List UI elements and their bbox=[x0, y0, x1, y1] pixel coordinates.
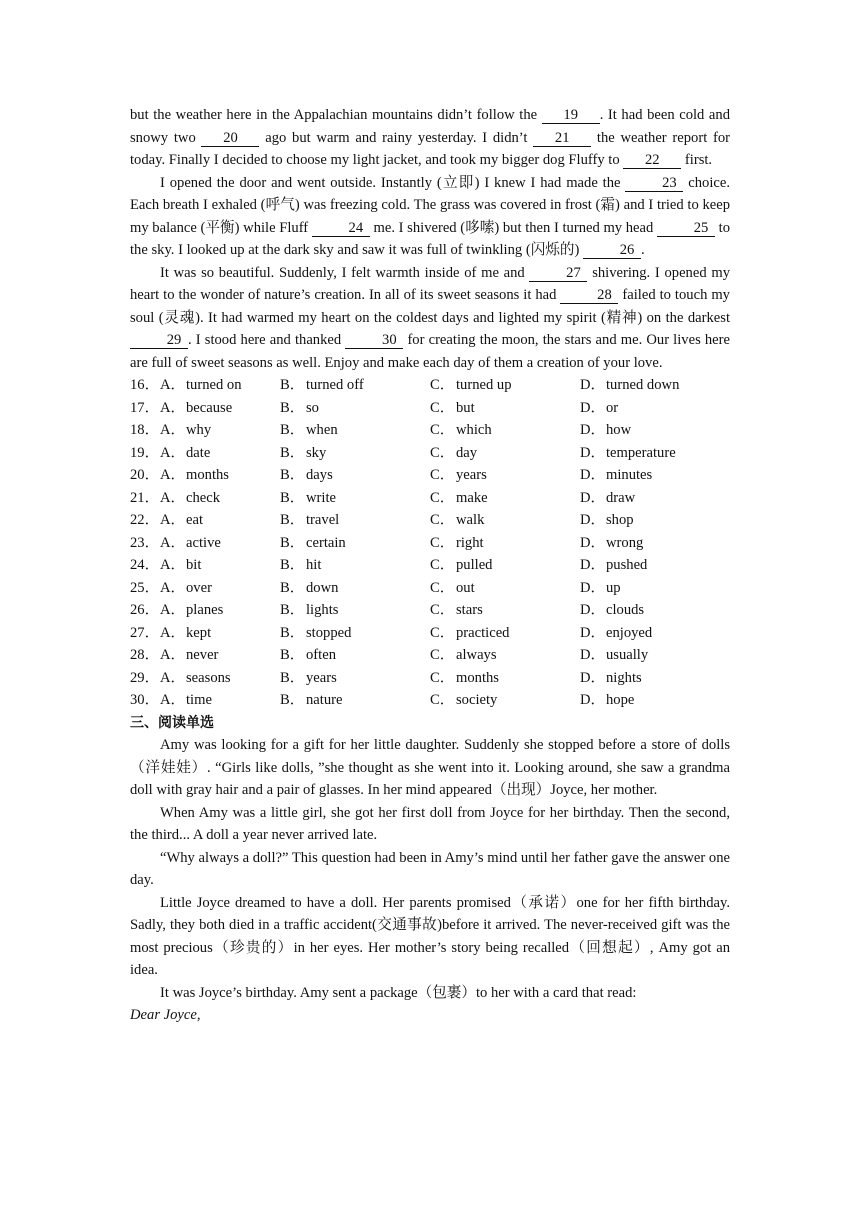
option-a bbox=[160, 599, 280, 622]
reading-passage bbox=[130, 734, 730, 1004]
option-letter: D． bbox=[580, 602, 606, 618]
option-text: pulled bbox=[456, 557, 493, 573]
option-text: practiced bbox=[456, 624, 510, 641]
option-text: down bbox=[306, 579, 339, 596]
option-text: years bbox=[456, 467, 487, 483]
option-c bbox=[430, 667, 580, 690]
option-text: months bbox=[456, 669, 499, 686]
option-text: day bbox=[456, 444, 478, 461]
option-text: nights bbox=[606, 669, 642, 686]
option-text: stopped bbox=[306, 624, 352, 641]
option-text: which bbox=[456, 422, 492, 438]
option-letter: D． bbox=[580, 692, 606, 708]
question-number: 24． bbox=[130, 557, 160, 573]
option-c bbox=[430, 689, 580, 712]
option-letter: B． bbox=[280, 399, 305, 416]
option-c bbox=[430, 374, 580, 397]
option-d bbox=[580, 487, 730, 510]
option-text: always bbox=[456, 647, 497, 663]
option-b bbox=[280, 509, 430, 532]
passage-text: It was so beautiful. Suddenly, I felt warmth inside of me and bbox=[160, 264, 530, 281]
option-text: nature bbox=[306, 692, 343, 708]
option-text: when bbox=[306, 422, 338, 438]
option-b bbox=[280, 622, 430, 645]
answer-blank: 24 bbox=[312, 220, 370, 237]
question-row bbox=[130, 644, 730, 667]
answer-blank: 28 bbox=[560, 287, 618, 304]
option-a bbox=[160, 397, 280, 420]
option-text: because bbox=[186, 399, 233, 416]
passage-text: shivering. I opened my heart to the wonder of nature’s creation. In all of its sweet seasons it had bbox=[130, 264, 730, 303]
answer-blank: 29 bbox=[130, 332, 188, 349]
option-letter: A． bbox=[160, 534, 186, 551]
option-c bbox=[430, 599, 580, 622]
option-text: make bbox=[456, 489, 488, 506]
option-letter: A． bbox=[160, 692, 186, 708]
option-c bbox=[430, 577, 580, 600]
question-number: 27． bbox=[130, 624, 160, 641]
option-a bbox=[160, 419, 280, 442]
option-text: society bbox=[456, 692, 498, 708]
passage-text: but the weather here in the Appalachian mountains didn’t follow the bbox=[130, 107, 542, 123]
option-text: pushed bbox=[606, 557, 648, 573]
option-letter: A． bbox=[160, 647, 186, 663]
option-letter: C． bbox=[430, 602, 455, 618]
option-text: months bbox=[186, 467, 229, 483]
option-text: turned up bbox=[456, 377, 512, 393]
option-text: lights bbox=[306, 602, 339, 618]
option-letter: C． bbox=[430, 624, 455, 641]
reading-paragraph: Amy was looking for a gift for her little daughter. Suddenly she stopped before a store of dolls（洋娃娃）. “Girls like dolls, ”she thought as she went into it. Looking around, she saw a grandma doll with gray hair and a pair of glasses. In her mind appeared（出现）Joyce, her mother. bbox=[130, 737, 730, 798]
option-letter: D． bbox=[580, 669, 606, 686]
question-row bbox=[130, 374, 730, 397]
reading-paragraph: When Amy was a little girl, she got her first doll from Joyce for her birthday. Then the second, the third... A doll a year never arrived late. bbox=[130, 804, 730, 843]
option-text: write bbox=[306, 489, 336, 506]
answer-blank: 21 bbox=[533, 130, 591, 147]
question-number: 17． bbox=[130, 399, 160, 416]
answer-blank: 19 bbox=[542, 107, 600, 124]
option-text: time bbox=[186, 692, 212, 708]
option-c bbox=[430, 464, 580, 487]
option-letter: D． bbox=[580, 399, 606, 416]
option-letter: C． bbox=[430, 422, 455, 438]
option-letter: D． bbox=[580, 557, 606, 573]
answer-blank: 20 bbox=[201, 130, 259, 147]
option-text: kept bbox=[186, 624, 212, 641]
passage-text: choice. Each breath I exhaled (呼气) was freezing cold. The grass was covered in frost (霜) and I tried to keep my balance (平衡) while Fluff bbox=[130, 174, 730, 236]
option-d bbox=[580, 374, 730, 397]
question-number: 25． bbox=[130, 579, 160, 596]
option-c bbox=[430, 442, 580, 465]
reading-paragraph: “Why always a doll?” This question had been in Amy’s mind until her father gave the answer one day. bbox=[130, 849, 730, 888]
option-text: active bbox=[186, 534, 221, 551]
option-letter: A． bbox=[160, 579, 186, 596]
question-row bbox=[130, 667, 730, 690]
option-letter: D． bbox=[580, 444, 606, 461]
option-letter: D． bbox=[580, 377, 606, 393]
question-number: 19． bbox=[130, 444, 160, 461]
option-letter: B． bbox=[280, 579, 305, 596]
option-text: why bbox=[186, 422, 212, 438]
question-row bbox=[130, 487, 730, 510]
option-b bbox=[280, 599, 430, 622]
option-a bbox=[160, 644, 280, 667]
option-letter: B． bbox=[280, 489, 305, 506]
option-letter: C． bbox=[430, 444, 455, 461]
option-a bbox=[160, 532, 280, 555]
answer-blank: 25 bbox=[657, 220, 715, 237]
option-b bbox=[280, 554, 430, 577]
option-b bbox=[280, 689, 430, 712]
option-d bbox=[580, 599, 730, 622]
option-b bbox=[280, 644, 430, 667]
option-d bbox=[580, 622, 730, 645]
question-row bbox=[130, 577, 730, 600]
passage-text: . It had been cold and snowy two bbox=[130, 107, 731, 146]
option-text: hit bbox=[306, 557, 322, 573]
option-text: days bbox=[306, 467, 333, 483]
option-letter: A． bbox=[160, 422, 186, 438]
option-a bbox=[160, 442, 280, 465]
option-b bbox=[280, 374, 430, 397]
passage-paragraph-3 bbox=[130, 262, 730, 375]
question-number: 18． bbox=[130, 422, 160, 438]
option-letter: C． bbox=[430, 647, 455, 663]
option-a bbox=[160, 667, 280, 690]
option-d bbox=[580, 667, 730, 690]
option-b bbox=[280, 464, 430, 487]
question-number: 20． bbox=[130, 467, 160, 483]
passage-text: failed to touch my soul (灵魂). It had warmed my heart on the coldest days and lighted my spirit (精神) on the darkest bbox=[130, 287, 730, 326]
option-b bbox=[280, 532, 430, 555]
passage-text: me. I shivered (哆嗦) but then I turned my head bbox=[369, 219, 657, 236]
option-text: usually bbox=[606, 647, 649, 663]
question-row bbox=[130, 464, 730, 487]
option-letter: A． bbox=[160, 624, 186, 641]
option-b bbox=[280, 487, 430, 510]
question-row bbox=[130, 397, 730, 420]
option-text: temperature bbox=[606, 444, 676, 461]
question-number: 30． bbox=[130, 692, 160, 708]
option-text: planes bbox=[186, 602, 224, 618]
option-letter: A． bbox=[160, 489, 186, 506]
passage-text: the weather report for today. Finally I decided to choose my light jacket, and took my bigger dog Fluffy to bbox=[130, 129, 731, 168]
option-text: hope bbox=[606, 692, 635, 708]
option-text: or bbox=[606, 399, 619, 416]
option-letter: B． bbox=[280, 422, 305, 438]
section-title: 三、阅读单选 bbox=[130, 714, 214, 731]
option-letter: A． bbox=[160, 467, 186, 483]
option-c bbox=[430, 419, 580, 442]
option-c bbox=[430, 397, 580, 420]
option-text: bit bbox=[186, 557, 202, 573]
option-letter: A． bbox=[160, 444, 186, 461]
question-row bbox=[130, 622, 730, 645]
option-a bbox=[160, 554, 280, 577]
question-row bbox=[130, 419, 730, 442]
letter-salutation: Dear Joyce, bbox=[130, 1007, 201, 1023]
option-letter: C． bbox=[430, 534, 455, 551]
answer-blank: 23 bbox=[625, 175, 683, 192]
reading-paragraph: It was Joyce’s birthday. Amy sent a package（包裹）to her with a card that read: bbox=[160, 984, 637, 1001]
option-text: draw bbox=[606, 489, 636, 506]
option-letter: B． bbox=[280, 602, 305, 618]
option-text: so bbox=[306, 399, 319, 416]
option-letter: C． bbox=[430, 692, 455, 708]
option-d bbox=[580, 397, 730, 420]
option-text: travel bbox=[306, 512, 340, 528]
option-text: date bbox=[186, 444, 211, 461]
option-letter: D． bbox=[580, 579, 606, 596]
option-letter: B． bbox=[280, 669, 305, 686]
option-c bbox=[430, 644, 580, 667]
option-letter: C． bbox=[430, 467, 455, 483]
option-letter: D． bbox=[580, 422, 606, 438]
question-number: 21． bbox=[130, 489, 160, 506]
option-text: out bbox=[456, 579, 475, 596]
option-letter: C． bbox=[430, 399, 455, 416]
option-letter: A． bbox=[160, 557, 186, 573]
option-c bbox=[430, 487, 580, 510]
option-b bbox=[280, 442, 430, 465]
passage-text: ago but warm and rainy yesterday. I didn’t bbox=[259, 129, 534, 146]
option-text: often bbox=[306, 647, 336, 663]
answer-blank: 22 bbox=[623, 152, 681, 169]
option-a bbox=[160, 464, 280, 487]
reading-paragraph: Little Joyce dreamed to have a doll. Her parents promised（承诺）one for her fifth birthday. Sadly, they both died in a traffic accident(交通事故)before it arrived. The never-received gift was the most precious（珍贵的）in her eyes. Her mother’s story being recalled（回想起）, Amy got an idea. bbox=[130, 894, 730, 978]
option-a bbox=[160, 622, 280, 645]
option-b bbox=[280, 397, 430, 420]
option-text: turned on bbox=[186, 377, 242, 393]
option-text: right bbox=[456, 534, 484, 551]
options-list bbox=[130, 374, 730, 712]
option-letter: A． bbox=[160, 669, 186, 686]
passage-text: . bbox=[641, 242, 645, 258]
option-d bbox=[580, 532, 730, 555]
option-letter: A． bbox=[160, 377, 186, 393]
question-row bbox=[130, 509, 730, 532]
option-text: never bbox=[186, 647, 219, 663]
option-letter: C． bbox=[430, 512, 455, 528]
option-text: clouds bbox=[606, 602, 645, 618]
option-text: enjoyed bbox=[606, 624, 653, 641]
option-letter: B． bbox=[280, 444, 305, 461]
option-b bbox=[280, 577, 430, 600]
option-letter: B． bbox=[280, 467, 305, 483]
option-c bbox=[430, 554, 580, 577]
passage-paragraph-2 bbox=[130, 172, 730, 262]
option-text: years bbox=[306, 669, 337, 686]
option-letter: A． bbox=[160, 602, 186, 618]
option-text: check bbox=[186, 489, 221, 506]
question-row bbox=[130, 532, 730, 555]
option-text: but bbox=[456, 399, 475, 416]
option-letter: D． bbox=[580, 512, 606, 528]
option-letter: D． bbox=[580, 647, 606, 663]
option-letter: B． bbox=[280, 624, 305, 641]
option-c bbox=[430, 509, 580, 532]
option-text: how bbox=[606, 422, 632, 438]
answer-blank: 30 bbox=[345, 332, 403, 349]
option-letter: C． bbox=[430, 557, 455, 573]
question-row bbox=[130, 689, 730, 712]
option-d bbox=[580, 419, 730, 442]
option-d bbox=[580, 464, 730, 487]
option-a bbox=[160, 689, 280, 712]
question-row bbox=[130, 554, 730, 577]
option-d bbox=[580, 689, 730, 712]
option-text: turned off bbox=[306, 377, 364, 393]
option-text: up bbox=[606, 579, 621, 596]
option-letter: B． bbox=[280, 692, 305, 708]
option-d bbox=[580, 554, 730, 577]
option-letter: C． bbox=[430, 669, 455, 686]
option-letter: B． bbox=[280, 377, 305, 393]
option-a bbox=[160, 487, 280, 510]
passage-text: I opened the door and went outside. Instantly (立即) I knew I had made the bbox=[160, 174, 626, 191]
option-letter: D． bbox=[580, 624, 606, 641]
option-letter: D． bbox=[580, 489, 606, 506]
question-number: 29． bbox=[130, 669, 160, 686]
question-number: 26． bbox=[130, 602, 160, 618]
option-text: minutes bbox=[606, 467, 653, 483]
option-text: shop bbox=[606, 512, 634, 528]
option-letter: B． bbox=[280, 534, 305, 551]
option-c bbox=[430, 532, 580, 555]
option-letter: B． bbox=[280, 647, 305, 663]
question-number: 22． bbox=[130, 512, 160, 528]
option-a bbox=[160, 374, 280, 397]
passage-text: to the sky. I looked up at the dark sky and saw it was full of twinkling (闪烁的) bbox=[130, 219, 730, 258]
option-text: stars bbox=[456, 602, 483, 618]
question-number: 28． bbox=[130, 647, 160, 663]
question-number: 16． bbox=[130, 377, 160, 393]
option-a bbox=[160, 509, 280, 532]
document-page bbox=[130, 104, 730, 1027]
option-c bbox=[430, 622, 580, 645]
option-text: certain bbox=[306, 534, 346, 551]
option-letter: C． bbox=[430, 579, 455, 596]
option-text: walk bbox=[456, 512, 485, 528]
option-letter: A． bbox=[160, 512, 186, 528]
option-text: turned down bbox=[606, 377, 680, 393]
option-a bbox=[160, 577, 280, 600]
question-row bbox=[130, 599, 730, 622]
passage-text: for creating the moon, the stars and me. Our lives here are full of sweet seasons as well. Enjoy and make each day of them a creation of your love. bbox=[130, 332, 730, 371]
option-text: wrong bbox=[606, 534, 644, 551]
passage-text: . I stood here and thanked bbox=[188, 332, 346, 348]
option-letter: C． bbox=[430, 377, 455, 393]
question-row bbox=[130, 442, 730, 465]
option-d bbox=[580, 644, 730, 667]
option-text: over bbox=[186, 579, 212, 596]
option-d bbox=[580, 577, 730, 600]
option-b bbox=[280, 667, 430, 690]
passage-paragraph-1 bbox=[130, 104, 730, 172]
option-letter: B． bbox=[280, 557, 305, 573]
option-d bbox=[580, 442, 730, 465]
option-text: eat bbox=[186, 512, 204, 528]
passage-text: first. bbox=[681, 152, 713, 168]
question-number: 23． bbox=[130, 534, 160, 551]
answer-blank: 26 bbox=[583, 242, 641, 259]
option-text: sky bbox=[306, 444, 327, 461]
option-letter: C． bbox=[430, 489, 455, 506]
answer-blank: 27 bbox=[529, 265, 587, 282]
option-letter: D． bbox=[580, 534, 606, 551]
option-b bbox=[280, 419, 430, 442]
option-letter: A． bbox=[160, 399, 186, 416]
option-letter: D． bbox=[580, 467, 606, 483]
option-d bbox=[580, 509, 730, 532]
option-letter: B． bbox=[280, 512, 305, 528]
option-text: seasons bbox=[186, 669, 231, 686]
